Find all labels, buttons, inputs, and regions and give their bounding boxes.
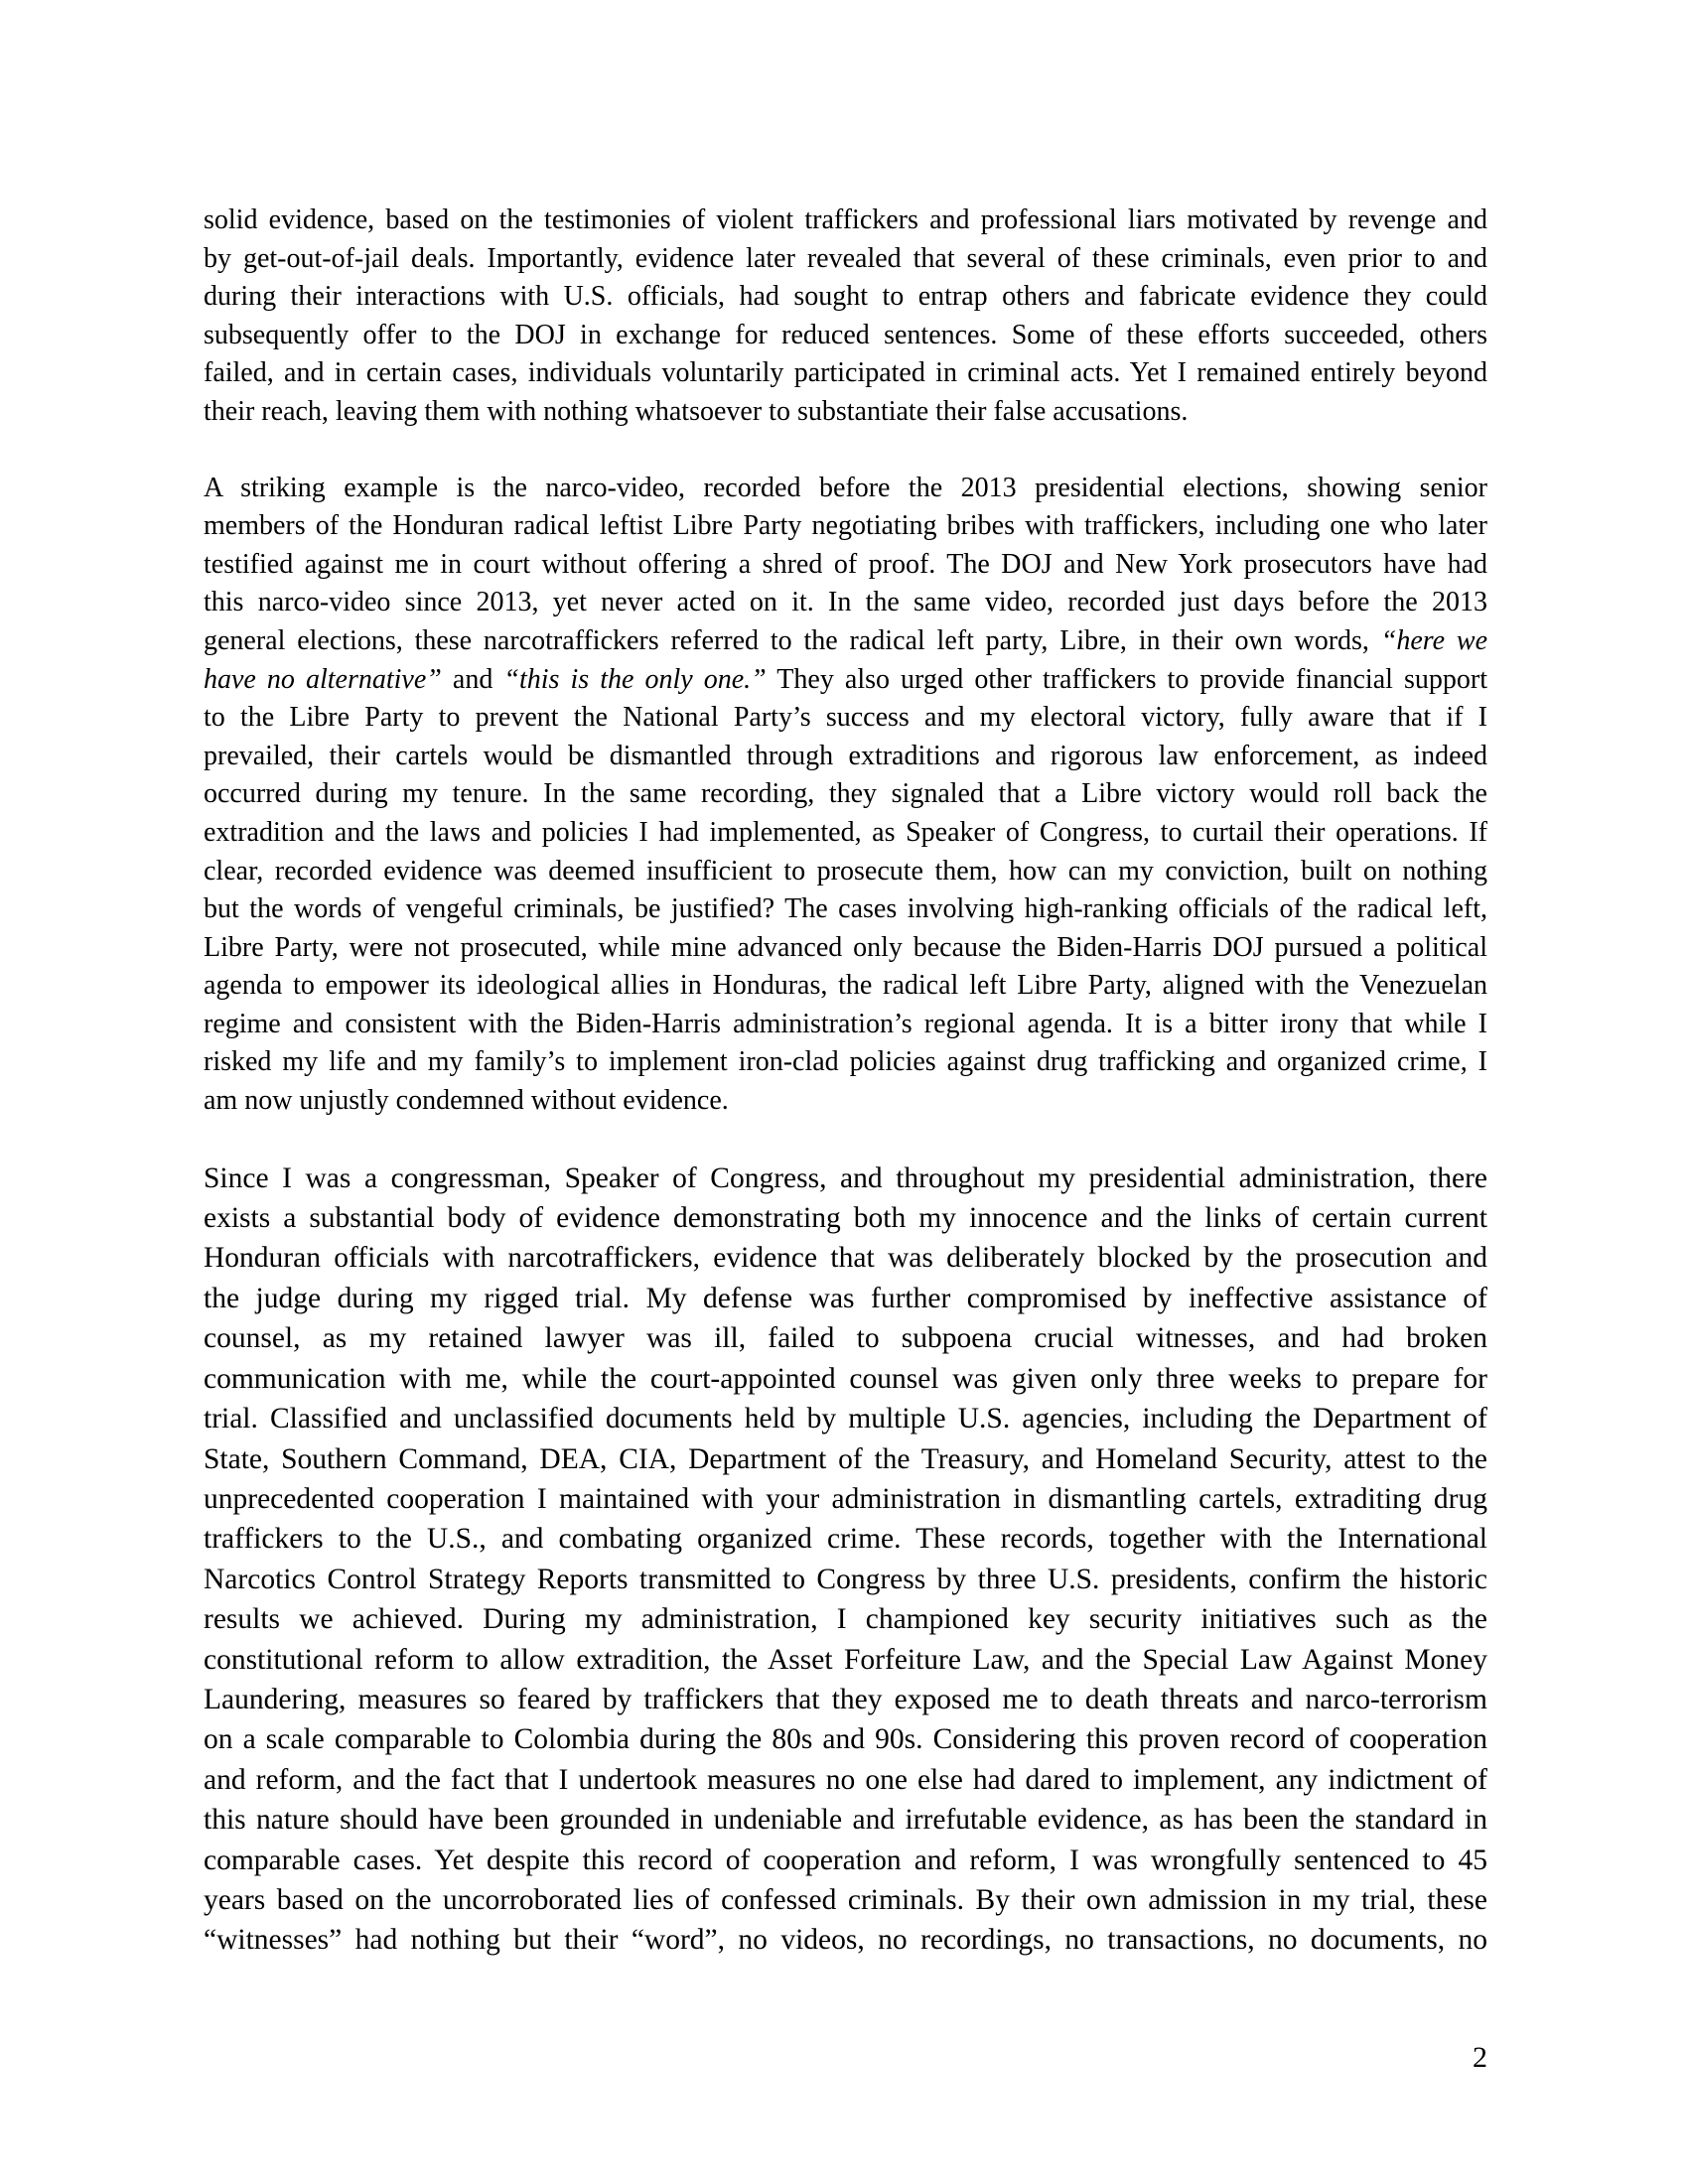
text-line xyxy=(204,393,1487,432)
text-line xyxy=(204,1198,1487,1238)
italic-text-run: have no alternative” xyxy=(204,663,442,695)
text-line xyxy=(204,1640,1487,1680)
text-run: extradition and the laws and policies I had implemented, as Speaker of Congress, to curtail their operations. If xyxy=(204,816,1487,848)
text-run: comparable cases. Yet despite this record of cooperation and reform, I was wrongfully sentenced to 45 xyxy=(204,1843,1487,1876)
text-line xyxy=(204,1318,1487,1358)
text-run: unprecedented cooperation I maintained with your administration in dismantling cartels, extraditing drug xyxy=(204,1482,1487,1515)
text-line xyxy=(204,1800,1487,1840)
text-line xyxy=(204,240,1487,279)
text-line xyxy=(204,738,1487,776)
text-line xyxy=(204,1841,1487,1880)
text-run: Libre Party, were not prosecuted, while mine advanced only because the Biden-Harris DOJ pursued a political xyxy=(204,931,1487,963)
text-run: Narcotics Control Strategy Reports transmitted to Congress by three U.S. presidents, confirm the historic xyxy=(204,1563,1487,1595)
text-line xyxy=(204,1599,1487,1639)
paragraph-3 xyxy=(204,1159,1487,1961)
text-line xyxy=(204,814,1487,853)
text-line xyxy=(204,354,1487,393)
text-run: to the Libre Party to prevent the National Party’s success and my electoral victory, fully aware that if I xyxy=(204,702,1487,734)
text-run: results we achieved. During my administration, I championed key security initiatives such as the xyxy=(204,1603,1487,1636)
text-line xyxy=(204,1082,1487,1121)
text-line xyxy=(204,1279,1487,1318)
text-line xyxy=(204,202,1487,240)
italic-text-run: “here we xyxy=(1380,624,1488,656)
text-run: Laundering, measures so feared by traffickers that they exposed me to death threats and narco-terrorism xyxy=(204,1683,1487,1715)
text-line xyxy=(204,967,1487,1006)
text-line xyxy=(204,1680,1487,1719)
text-line xyxy=(204,1719,1487,1759)
text-line xyxy=(204,661,1487,700)
text-line xyxy=(204,584,1487,622)
text-line xyxy=(204,1006,1487,1044)
text-line xyxy=(204,507,1487,546)
text-run: am now unjustly condemned without evidence. xyxy=(204,1085,729,1117)
text-run: years based on the uncorroborated lies of confessed criminals. By their own admission in my trial, these xyxy=(204,1883,1487,1916)
text-run: trial. Classified and unclassified documents held by multiple U.S. agencies, including the Department of xyxy=(204,1403,1487,1435)
text-run: failed, and in certain cases, individuals voluntarily participated in criminal acts. Yet I remained entirely beyond xyxy=(204,357,1487,389)
text-run: members of the Honduran radical leftist Libre Party negotiating bribes with traffickers, including one who later xyxy=(204,510,1487,542)
text-line xyxy=(204,1238,1487,1278)
page-body-text xyxy=(204,202,1487,1961)
text-run: risked my life and my family’s to implement iron-clad policies against drug trafficking and organized crime, I xyxy=(204,1046,1487,1078)
text-line xyxy=(204,1159,1487,1198)
text-run: counsel, as my retained lawyer was ill, failed to subpoena crucial witnesses, and had broken xyxy=(204,1322,1487,1355)
text-run: subsequently offer to the DOJ in exchange for reduced sentences. Some of these efforts succeeded, others xyxy=(204,319,1487,350)
text-line xyxy=(204,1560,1487,1599)
text-run: agenda to empower its ideological allies in Honduras, the radical left Libre Party, aligned with the Venezuelan xyxy=(204,970,1487,1002)
text-line xyxy=(204,929,1487,968)
text-run: and reform, and the fact that I undertook measures no one else had dared to implement, any indictment of xyxy=(204,1763,1487,1796)
page-number: 2 xyxy=(1473,2041,1487,2074)
text-run: general elections, these narcotraffickers referred to the radical left party, Libre, in their own words, xyxy=(204,624,1381,656)
text-run: by get-out-of-jail deals. Importantly, evidence later revealed that several of these criminals, even prior to and xyxy=(204,242,1487,274)
text-run: their reach, leaving them with nothing whatsoever to substantiate their false accusations. xyxy=(204,395,1189,427)
text-line xyxy=(204,1043,1487,1082)
text-run: the judge during my rigged trial. My defense was further compromised by ineffective assistance of xyxy=(204,1282,1487,1314)
text-run: on a scale comparable to Colombia during the 80s and 90s. Considering this proven record of cooperation xyxy=(204,1723,1487,1756)
text-run: regime and consistent with the Biden-Harris administration’s regional agenda. It is a bitter irony that while I xyxy=(204,1008,1487,1039)
text-run: Since I was a congressman, Speaker of Congress, and throughout my presidential administration, there xyxy=(204,1161,1487,1194)
text-run: this nature should have been grounded in undeniable and irrefutable evidence, as has been the standard in xyxy=(204,1804,1487,1837)
text-run: State, Southern Command, DEA, CIA, Department of the Treasury, and Homeland Security, attest to the xyxy=(204,1442,1487,1475)
text-line xyxy=(204,1880,1487,1920)
text-run: exists a substantial body of evidence demonstrating both my innocence and the links of certain current xyxy=(204,1202,1487,1235)
text-run: constitutional reform to allow extradition, the Asset Forfeiture Law, and the Special Law Against Money xyxy=(204,1643,1487,1676)
text-line xyxy=(204,1760,1487,1800)
text-line xyxy=(204,278,1487,317)
text-run: during their interactions with U.S. officials, had sought to entrap others and fabricate evidence they could xyxy=(204,281,1487,313)
text-line xyxy=(204,622,1487,661)
text-run: A striking example is the narco-video, recorded before the 2013 presidential elections, showing senior xyxy=(204,472,1487,503)
text-run: traffickers to the U.S., and combating organized crime. These records, together with the International xyxy=(204,1523,1487,1556)
text-line xyxy=(204,1399,1487,1438)
paragraph-1 xyxy=(204,202,1487,432)
text-run: “witnesses” had nothing but their “word”, no videos, no recordings, no transactions, no documents, no xyxy=(204,1924,1487,1957)
text-line xyxy=(204,1920,1487,1960)
text-line xyxy=(204,1519,1487,1559)
text-run: testified against me in court without offering a shred of proof. The DOJ and New York prosecutors have had xyxy=(204,548,1487,580)
text-run: solid evidence, based on the testimonies of violent traffickers and professional liars motivated by revenge and xyxy=(204,205,1487,235)
text-run: Honduran officials with narcotraffickers, evidence that was deliberately blocked by the prosecution and xyxy=(204,1242,1487,1275)
text-run: communication with me, while the court-appointed counsel was given only three weeks to prepare for xyxy=(204,1362,1487,1395)
text-line xyxy=(204,775,1487,814)
text-run: They also urged other traffickers to provide financial support xyxy=(766,663,1487,695)
text-run: occurred during my tenure. In the same recording, they signaled that a Libre victory would roll back the xyxy=(204,778,1487,810)
text-line xyxy=(204,890,1487,929)
text-run: clear, recorded evidence was deemed insufficient to prosecute them, how can my conviction, built on nothing xyxy=(204,855,1487,887)
text-run: prevailed, their cartels would be dismantled through extraditions and rigorous law enforcement, as indeed xyxy=(204,740,1487,771)
text-line xyxy=(204,1479,1487,1519)
italic-text-run: “this is the only one.” xyxy=(503,663,767,695)
text-line xyxy=(204,1439,1487,1479)
paragraph-2 xyxy=(204,470,1487,1121)
text-run: and xyxy=(441,663,504,695)
text-line xyxy=(204,1359,1487,1399)
text-line xyxy=(204,470,1487,508)
text-line xyxy=(204,546,1487,585)
text-line xyxy=(204,317,1487,355)
text-line xyxy=(204,853,1487,891)
text-run: this narco-video since 2013, yet never acted on it. In the same video, recorded just days before the 2013 xyxy=(204,587,1487,618)
text-run: but the words of vengeful criminals, be justified? The cases involving high-ranking officials of the radical left, xyxy=(204,893,1487,925)
text-line xyxy=(204,699,1487,738)
